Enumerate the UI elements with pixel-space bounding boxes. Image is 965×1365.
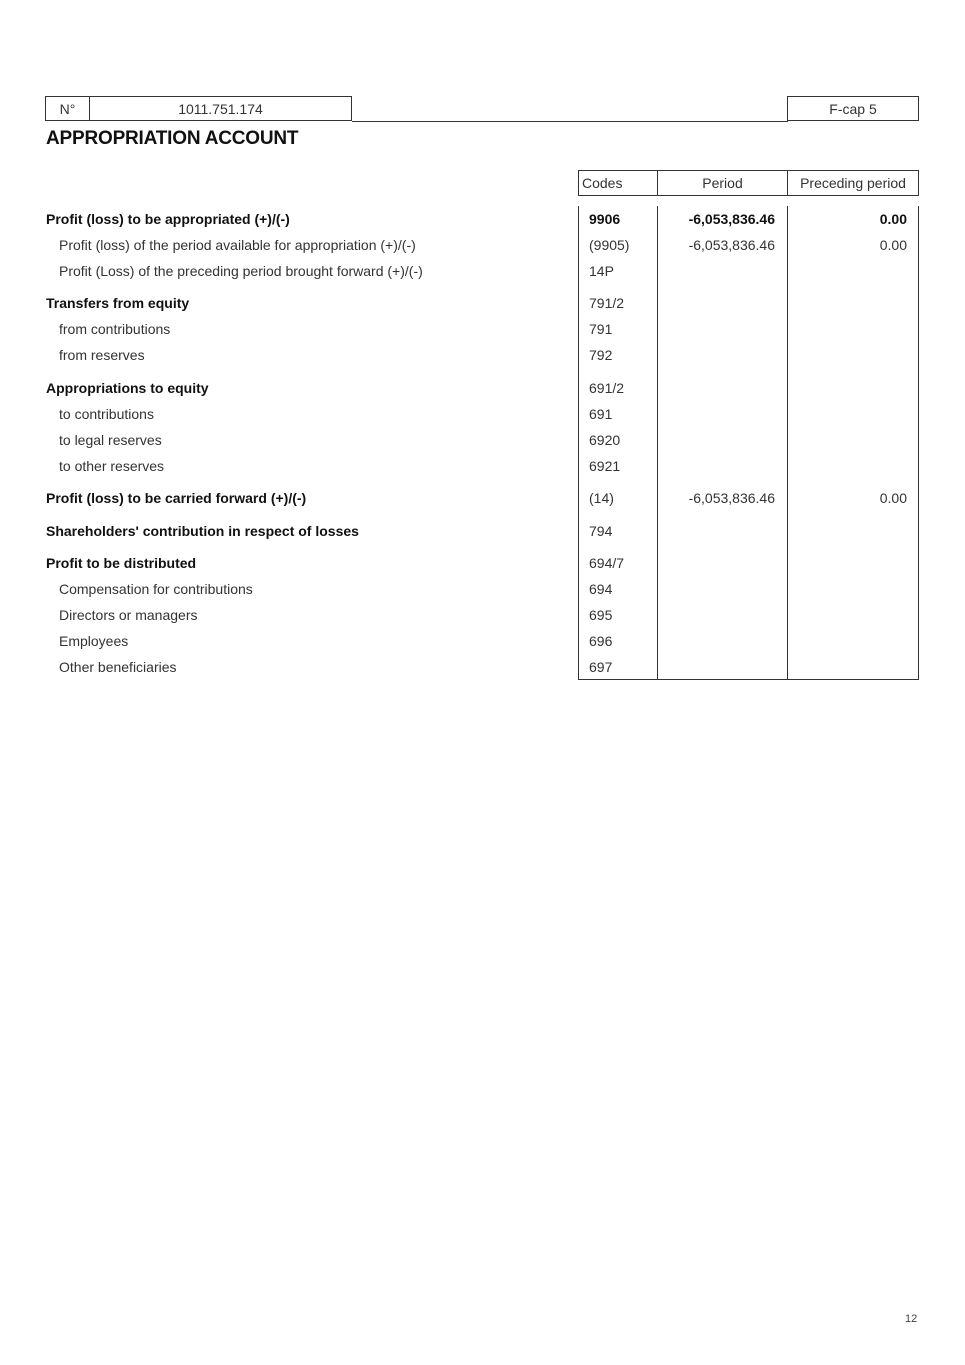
- row-preceding-value: 0.00: [879, 237, 907, 253]
- row-label: Appropriations to equity: [46, 380, 209, 396]
- company-number: 1011.751.174: [89, 96, 352, 121]
- row-code: 9906: [589, 211, 621, 227]
- row-code: 6921: [589, 458, 621, 474]
- table-row: [0, 377, 965, 399]
- table-row: [0, 552, 965, 574]
- row-label: from contributions: [59, 321, 171, 337]
- table-row: [0, 260, 965, 282]
- column-header-period: Period: [657, 170, 788, 196]
- table-row: [0, 487, 965, 509]
- row-code: 696: [589, 633, 613, 649]
- row-code: 6920: [589, 432, 621, 448]
- row-code: 791: [589, 321, 613, 337]
- column-header-codes: Codes: [578, 170, 658, 196]
- row-label: Other beneficiaries: [59, 659, 177, 675]
- row-code: (14): [589, 490, 614, 506]
- table-row: [0, 344, 965, 366]
- page-title: APPROPRIATION ACCOUNT: [46, 128, 299, 149]
- row-code: (9905): [589, 237, 630, 253]
- row-preceding-value: 0.00: [879, 211, 907, 227]
- row-label: Profit (loss) of the period available for appropriation (+)/(-): [59, 237, 416, 253]
- row-label: Employees: [59, 633, 129, 649]
- table-row: [0, 403, 965, 425]
- table-row: [0, 630, 965, 652]
- row-label: Profit (loss) to be carried forward (+)/(-): [46, 490, 307, 506]
- row-label: to other reserves: [59, 458, 165, 474]
- table-row: [0, 455, 965, 477]
- table-row: [0, 234, 965, 256]
- row-preceding-value: 0.00: [879, 490, 907, 506]
- row-period-value: -6,053,836.46: [688, 237, 775, 253]
- column-header-preceding-period: Preceding period: [787, 170, 919, 196]
- row-code: 695: [589, 607, 613, 623]
- row-period-value: -6,053,836.46: [688, 211, 775, 227]
- row-code: 694/7: [589, 555, 625, 571]
- row-code: 697: [589, 659, 613, 675]
- row-label: to contributions: [59, 406, 154, 422]
- form-code: F-cap 5: [787, 96, 919, 121]
- table-row: [0, 208, 965, 230]
- row-label: Profit to be distributed: [46, 555, 197, 571]
- row-label: Directors or managers: [59, 607, 198, 623]
- row-code: 694: [589, 581, 613, 597]
- row-label: Transfers from equity: [46, 295, 190, 311]
- row-label: Compensation for contributions: [59, 581, 253, 597]
- page-number: 12: [905, 1313, 918, 1325]
- row-period-value: -6,053,836.46: [688, 490, 775, 506]
- table-row: [0, 604, 965, 626]
- row-code: 14P: [589, 263, 614, 279]
- row-code: 691/2: [589, 380, 625, 396]
- row-code: 794: [589, 523, 613, 539]
- row-label: from reserves: [59, 347, 145, 363]
- company-number-label: N°: [45, 96, 90, 121]
- table-row: [0, 656, 965, 678]
- row-label: to legal reserves: [59, 432, 162, 448]
- table-row: [0, 429, 965, 451]
- table-row: [0, 292, 965, 314]
- table-row: [0, 520, 965, 542]
- row-label: Profit (loss) to be appropriated (+)/(-): [46, 211, 290, 227]
- table-row: [0, 318, 965, 340]
- row-code: 792: [589, 347, 613, 363]
- row-label: Profit (Loss) of the preceding period brought forward (+)/(-): [59, 263, 423, 279]
- row-code: 691: [589, 406, 613, 422]
- row-code: 791/2: [589, 295, 625, 311]
- header-divider: [352, 121, 788, 122]
- table-row: [0, 578, 965, 600]
- row-label: Shareholders' contribution in respect of losses: [46, 523, 359, 539]
- table-border-bottom: [578, 679, 919, 680]
